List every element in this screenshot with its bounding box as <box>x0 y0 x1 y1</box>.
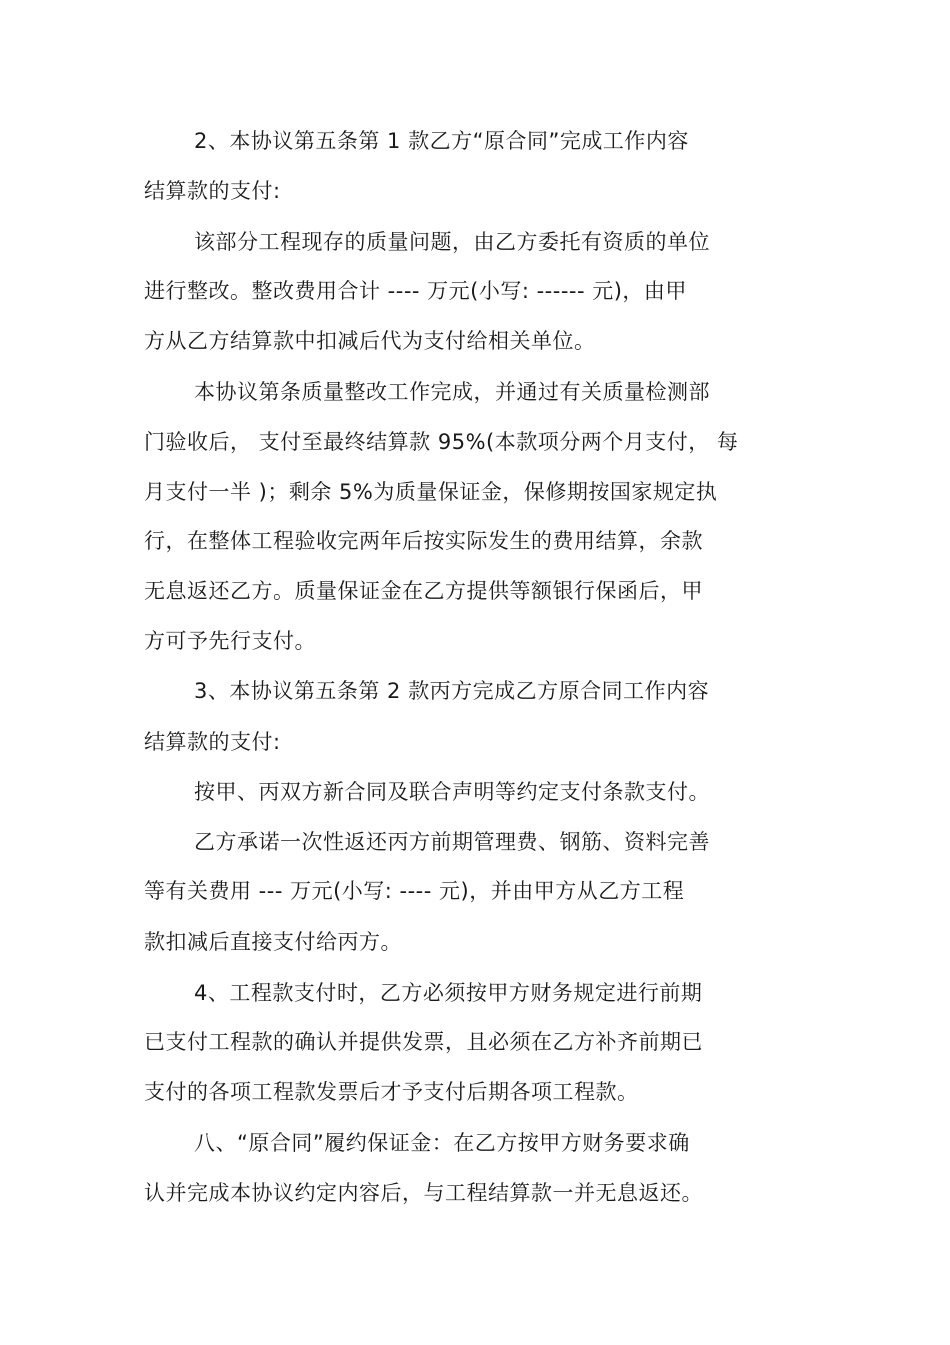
para-item-4-line-3: 支付的各项工程款发票后才予支付后期各项工程款。 <box>144 1080 639 1104</box>
para-quality-line-4: 行，在整体工程验收完两年后按实际发生的费用结算，余款 <box>144 529 703 553</box>
para-refund-line-3: 款扣减后直接支付给丙方。 <box>144 930 402 954</box>
para-rectification-line-1: 该部分工程现存的质量问题，由乙方委托有资质的单位 <box>194 230 710 254</box>
para-section-8-line-2: 认并完成本协议约定内容后，与工程结算款一并无息返还。 <box>144 1181 703 1205</box>
para-new-contract-line-1: 按甲、丙双方新合同及联合声明等约定支付条款支付。 <box>194 780 710 804</box>
para-item-4-line-2: 已支付工程款的确认并提供发票，且必须在乙方补齐前期已 <box>144 1030 703 1054</box>
para-item-3-line-2: 结算款的支付: <box>144 730 281 754</box>
para-quality-line-3: 月支付一半 )；剩余 5%为质量保证金，保修期按国家规定执 <box>144 480 718 504</box>
para-quality-line-1: 本协议第条质量整改工作完成，并通过有关质量检测部 <box>194 380 710 404</box>
para-item-2-line-1: 2、本协议第五条第 1 款乙方“原合同”完成工作内容 <box>194 129 689 153</box>
para-quality-line-2: 门验收后， 支付至最终结算款 95%(本款项分两个月支付， 每 <box>144 430 739 454</box>
para-rectification-line-3: 方从乙方结算款中扣减后代为支付给相关单位。 <box>144 329 596 353</box>
para-refund-line-1: 乙方承诺一次性返还丙方前期管理费、钢筋、资料完善 <box>194 830 710 854</box>
para-rectification-line-2: 进行整改。整改费用合计 ---- 万元(小写: ------ 元)，由甲 <box>144 279 687 303</box>
para-quality-line-5: 无息返还乙方。质量保证金在乙方提供等额银行保函后，甲 <box>144 579 703 603</box>
para-item-3-line-1: 3、本协议第五条第 2 款丙方完成乙方原合同工作内容 <box>194 679 710 703</box>
para-refund-line-2: 等有关费用 --- 万元(小写: ---- 元)，并由甲方从乙方工程 <box>144 879 685 903</box>
para-section-8-line-1: 八、“原合同”履约保证金：在乙方按甲方财务要求确 <box>194 1131 690 1155</box>
para-item-4-line-1: 4、工程款支付时，乙方必须按甲方财务规定进行前期 <box>194 981 703 1005</box>
para-item-2-line-2: 结算款的支付: <box>144 179 281 203</box>
para-quality-line-6: 方可予先行支付。 <box>144 629 316 653</box>
